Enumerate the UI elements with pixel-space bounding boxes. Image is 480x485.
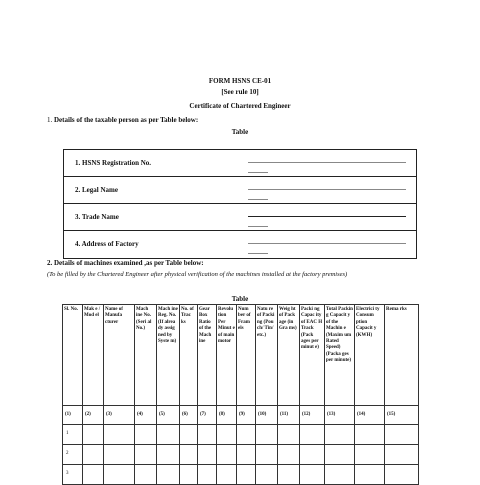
field-label: 4. Address of Factory	[75, 240, 139, 248]
table-cell[interactable]	[237, 425, 256, 445]
table-cell[interactable]	[217, 465, 237, 485]
table-row	[63, 425, 419, 445]
table-cell[interactable]	[83, 465, 104, 485]
column-header: Rema rks	[385, 305, 419, 406]
table-cell[interactable]	[325, 445, 355, 465]
section2-heading: 2. Details of machines examined ,as per Table below:	[47, 259, 204, 267]
column-number: (2)	[83, 406, 104, 425]
column-header: Weig ht of Pack age (in Gra ms)	[278, 305, 300, 406]
field-entry-line[interactable]	[248, 216, 406, 217]
column-number: (10)	[256, 406, 278, 425]
column-header: Packi ng Capac ity of EAC H Track (Pack ages per minut e)	[300, 305, 325, 406]
column-number: (11)	[278, 406, 300, 425]
table-cell[interactable]	[237, 465, 256, 485]
field-entry-line-short	[248, 253, 268, 254]
column-number: (3)	[104, 406, 135, 425]
column-header: Revolu tion Per Minut e of main motor	[217, 305, 237, 406]
field-row-legal-name	[64, 177, 416, 204]
table-cell[interactable]	[83, 425, 104, 445]
section2-table-caption: Table	[231, 295, 249, 303]
column-number: (4)	[135, 406, 157, 425]
field-entry-line-short	[248, 226, 268, 227]
table-cell[interactable]	[300, 445, 325, 465]
table-cell[interactable]	[104, 465, 135, 485]
field-entry-line[interactable]	[248, 243, 406, 244]
column-header: Name of Manufa cturer	[104, 305, 135, 406]
field-row-trade-name	[64, 204, 416, 231]
table-cell[interactable]	[256, 425, 278, 445]
column-number: (13)	[325, 406, 355, 425]
field-entry-line[interactable]	[248, 189, 406, 190]
table-cell[interactable]	[104, 425, 135, 445]
table-cell[interactable]	[198, 445, 217, 465]
column-header: Natu re of Packi ng (Pou ch/ Tin/ etc.)	[256, 305, 278, 406]
field-row-registration	[64, 150, 416, 177]
field-label: 2. Legal Name	[75, 186, 118, 194]
table-cell[interactable]	[278, 445, 300, 465]
table-cell[interactable]	[237, 445, 256, 465]
field-label: 1. HSNS Registration No.	[75, 159, 152, 167]
table-cell[interactable]	[278, 465, 300, 485]
taxpayer-details-table	[63, 149, 417, 259]
form-title: FORM HSNS CE-01	[208, 77, 272, 85]
column-number-row	[63, 406, 419, 425]
column-header: Mach ine No. (Seri al No.)	[135, 305, 157, 406]
section1-number: 1.	[47, 116, 53, 124]
column-header: Electrici ty Consum ption Capacit y (KWH)	[355, 305, 385, 406]
section1-title: Details of the taxable person as per Table below:	[54, 116, 199, 124]
table-cell[interactable]	[157, 465, 180, 485]
column-number: (8)	[217, 406, 237, 425]
column-number: (5)	[157, 406, 180, 425]
table-cell[interactable]	[135, 465, 157, 485]
table-row	[63, 465, 419, 485]
table-cell[interactable]	[217, 425, 237, 445]
column-header: Sl. No.	[63, 305, 83, 406]
column-header: Mak e / Mod el	[83, 305, 104, 406]
field-entry-line-short	[248, 199, 268, 200]
row-serial: 3	[63, 465, 83, 485]
column-number: (9)	[237, 406, 256, 425]
machines-table	[62, 304, 419, 485]
field-entry-line[interactable]	[248, 162, 406, 163]
row-serial: 2	[63, 445, 83, 465]
rule-reference: [See rule 10]	[221, 88, 259, 96]
column-header: Total Packin g Capacit y of the Machin e (Maxim um Rated Speed) (Packa ges per minute)	[325, 305, 355, 406]
table-cell[interactable]	[180, 445, 198, 465]
table-cell[interactable]	[198, 465, 217, 485]
table-cell[interactable]	[217, 445, 237, 465]
table-cell[interactable]	[300, 465, 325, 485]
column-header: Gear Box Ratio of the Mach ine	[198, 305, 217, 406]
table-cell[interactable]	[256, 465, 278, 485]
table-cell[interactable]	[135, 425, 157, 445]
table-cell[interactable]	[135, 445, 157, 465]
table-cell[interactable]	[355, 465, 385, 485]
table-cell[interactable]	[300, 425, 325, 445]
column-number: (15)	[385, 406, 419, 425]
table-header-row	[63, 305, 419, 406]
column-header: No. of Trac ks	[180, 305, 198, 406]
column-number: (12)	[300, 406, 325, 425]
table-cell[interactable]	[325, 465, 355, 485]
table-cell[interactable]	[325, 425, 355, 445]
table-cell[interactable]	[180, 465, 198, 485]
table-cell[interactable]	[385, 425, 419, 445]
table-cell[interactable]	[157, 445, 180, 465]
section1-table-caption: Table	[231, 128, 249, 136]
table-cell[interactable]	[256, 445, 278, 465]
section2-note: (To be filled by the Chartered Engineer after physical verification of the machines installed at the factory premises)	[47, 271, 348, 278]
column-number: (6)	[180, 406, 198, 425]
column-header: Mach ine Reg. No. (If alrea dy assig ned by Syste m)	[157, 305, 180, 406]
table-cell[interactable]	[104, 445, 135, 465]
table-cell[interactable]	[157, 425, 180, 445]
column-header: Num ber of Fram els	[237, 305, 256, 406]
column-number: (14)	[355, 406, 385, 425]
table-row	[63, 445, 419, 465]
table-cell[interactable]	[180, 425, 198, 445]
column-number: (1)	[63, 406, 83, 425]
table-cell[interactable]	[355, 445, 385, 465]
table-cell[interactable]	[278, 425, 300, 445]
row-serial: 1	[63, 425, 83, 445]
certificate-title: Certificate of Chartered Engineer	[189, 102, 291, 110]
table-cell[interactable]	[83, 445, 104, 465]
field-label: 3. Trade Name	[75, 213, 119, 221]
column-number: (7)	[198, 406, 217, 425]
table-cell[interactable]	[385, 465, 419, 485]
table-cell[interactable]	[355, 425, 385, 445]
field-entry-line-short	[248, 172, 268, 173]
table-cell[interactable]	[385, 445, 419, 465]
field-row-address	[64, 231, 416, 259]
table-cell[interactable]	[198, 425, 217, 445]
section1-heading	[47, 116, 198, 124]
